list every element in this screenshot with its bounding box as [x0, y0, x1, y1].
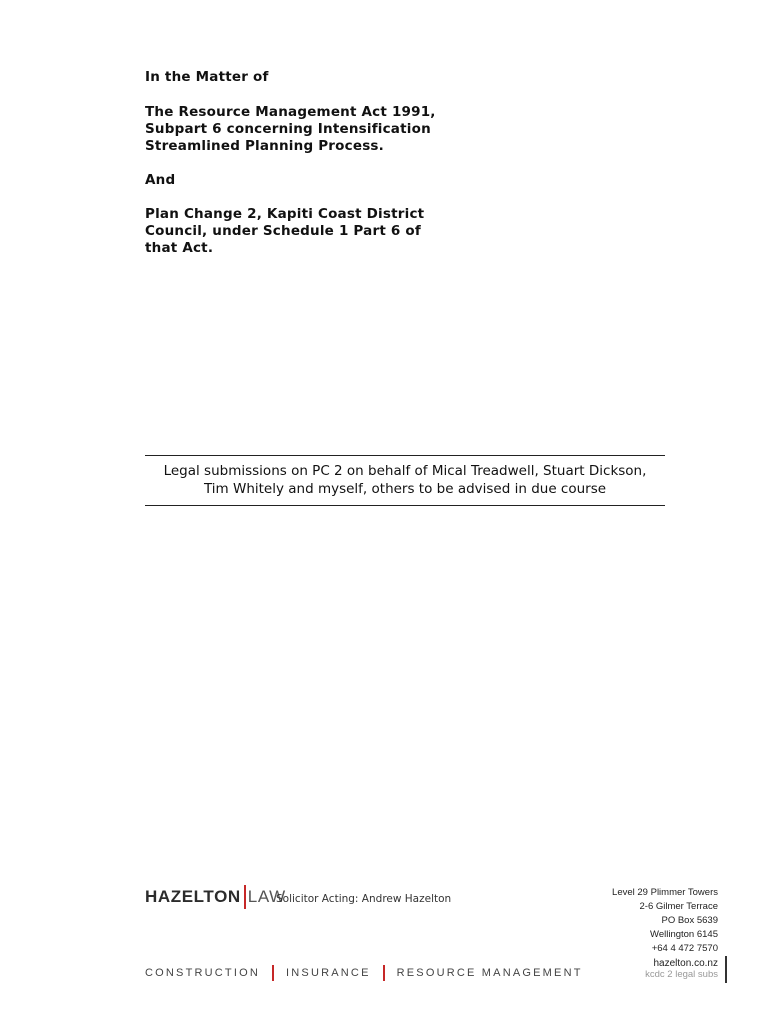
practice-area-insurance: INSURANCE: [286, 967, 371, 979]
firm-logo: [145, 885, 286, 909]
subtitle-line-1: Legal submissions on PC 2 on behalf of Mical Treadwell, Stuart Dickson,: [163, 463, 647, 479]
act-reference: [145, 104, 465, 155]
bottom-rule: [145, 505, 665, 506]
logo-divider: [244, 885, 246, 909]
matter-of-label: In the Matter of: [145, 69, 269, 85]
matter-heading: [145, 69, 465, 86]
top-rule: [145, 455, 665, 456]
practice-areas: [145, 965, 583, 981]
practice-separator: [272, 965, 274, 981]
document-subtitle: [145, 462, 665, 498]
practice-area-construction: CONSTRUCTION: [145, 967, 261, 979]
document-reference: kcdc 2 legal subs: [645, 969, 718, 980]
act-line-1: The Resource Management Act 1991,: [145, 104, 436, 120]
practice-area-resource-management: RESOURCE MANAGEMENT: [396, 967, 583, 979]
address-line: Wellington 6145: [650, 929, 718, 940]
and-label: And: [145, 172, 176, 188]
firm-address: [612, 886, 718, 956]
practice-separator: [383, 965, 385, 981]
subtitle-line-2: Tim Whitely and myself, others to be advised in due course: [203, 481, 607, 497]
address-line: PO Box 5639: [661, 915, 718, 926]
logo-main-text: HAZELTON: [145, 887, 241, 906]
phone-number: +64 4 472 7570: [651, 943, 718, 954]
website-link[interactable]: hazelton.co.nz: [653, 958, 718, 969]
solicitor-acting: Solicitor Acting: Andrew Hazelton: [276, 893, 452, 905]
act-line-3: Streamlined Planning Process.: [145, 138, 384, 154]
and-heading: [145, 172, 465, 189]
plan-line-3: that Act.: [145, 240, 214, 256]
logo-sub-text: LAW: [247, 887, 286, 906]
footer-vertical-bar: [725, 956, 727, 983]
act-line-2: Subpart 6 concerning Intensification: [145, 121, 431, 137]
address-line: 2-6 Gilmer Terrace: [639, 901, 718, 912]
address-line: Level 29 Plimmer Towers: [612, 887, 718, 898]
plan-change-reference: [145, 206, 465, 257]
plan-line-1: Plan Change 2, Kapiti Coast District: [145, 206, 425, 222]
plan-line-2: Council, under Schedule 1 Part 6 of: [145, 223, 421, 239]
